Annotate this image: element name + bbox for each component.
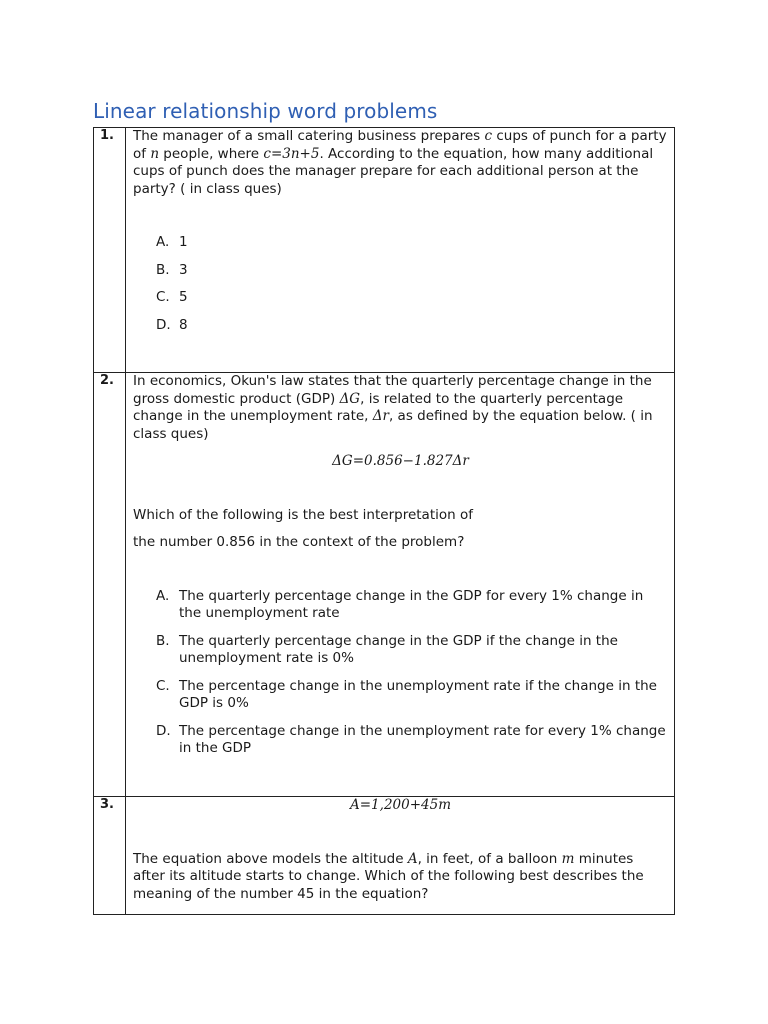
option-b: B. 3: [156, 261, 188, 278]
question-line: Which of the following is the best interpretation of: [133, 506, 473, 523]
problem-text: The equation above models the altitude A, in feet, of a balloon m minutes after its altitude starts to change. Which of the following best describes the meaning of the number 45 in the equation?: [133, 850, 644, 902]
problem-row-1: [94, 128, 675, 373]
page-title: Linear relationship word problems: [93, 99, 438, 123]
question-line: the number 0.856 in the context of the problem?: [133, 534, 465, 550]
answer-options: [133, 588, 668, 758]
problem-number: 3.: [94, 797, 126, 915]
variable: A: [407, 850, 418, 867]
variable: n: [150, 145, 160, 162]
option-c: C. The percentage change in the unemployment rate if the change in the GDP is 0%: [156, 677, 657, 711]
problem-text: In economics, Okun's law states that the quarterly percentage change in the gross domestic product (GDP) ΔG, is related to the quarterly percentage change in the unemployment rate, Δr, as defined by the equation below. ( in class ques): [133, 373, 653, 442]
problem-text: The manager of a small catering business prepares c cups of punch for a party of n people, where c=3n+5. According to the equation, how many additional cups of punch does the manager prepare for each additional person at the party? ( in class ques): [133, 128, 667, 197]
equation-display: A=1,200+45m: [350, 797, 451, 813]
variable: m: [561, 850, 575, 867]
equation-inline: c=3n+5: [263, 145, 320, 162]
option-c: C. 5: [156, 289, 188, 305]
problems-table: [93, 127, 675, 915]
variable: c: [484, 128, 493, 144]
equation-display: ΔG=0.856−1.827Δr: [332, 453, 469, 469]
problem-row-2: [94, 373, 675, 797]
problem-body: [126, 373, 675, 797]
option-d: D. The percentage change in the unemployment rate for every 1% change in the GDP: [156, 722, 666, 756]
option-b: B. The quarterly percentage change in the GDP if the change in the unemployment rate is 0%: [156, 632, 618, 666]
answer-options: [133, 234, 668, 344]
problem-body: [126, 128, 675, 373]
variable: Δr: [372, 408, 389, 424]
problem-row-3: [94, 797, 675, 915]
problem-body: [126, 797, 675, 915]
option-d: D. 8: [156, 316, 188, 333]
option-a: A. The quarterly percentage change in the GDP for every 1% change in the unemployment rate: [156, 587, 644, 621]
problem-number: 1.: [94, 128, 126, 373]
variable: ΔG: [339, 390, 361, 407]
problem-number: 2.: [94, 373, 126, 797]
option-a: A. 1: [156, 234, 188, 250]
